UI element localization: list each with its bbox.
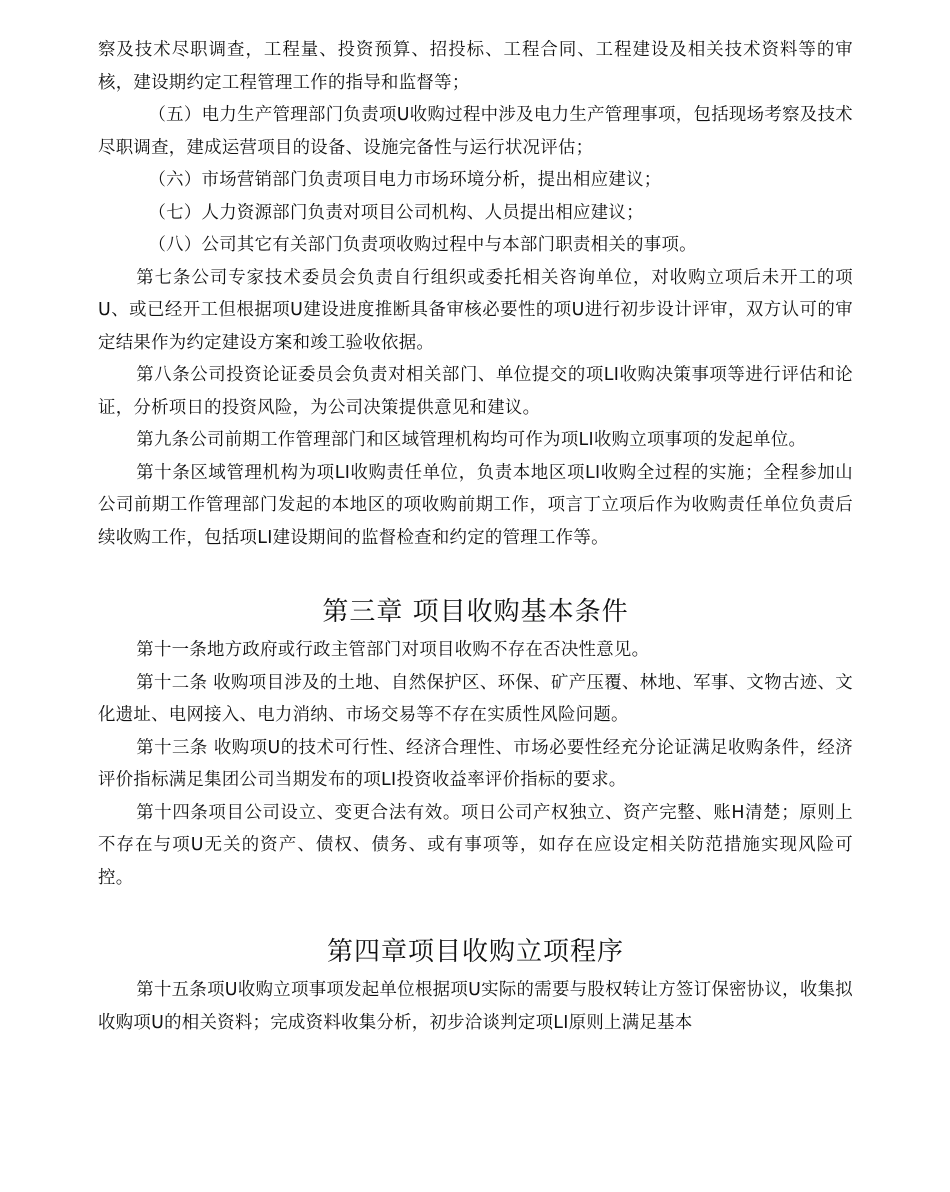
paragraph-continuation: 察及技术尽职调查，工程量、投资预算、招投标、工程合同、工程建设及相关技术资料等的审核，建设期约定工程管理工作的指导和监督等； <box>98 40 853 93</box>
paragraph-item-5: （五）电力生产管理部门负责项U收购过程中涉及电力生产管理事项，包括现场考察及技术尽职调查，建成运营项目的设备、设施完备性与运行状况评估； <box>98 105 853 158</box>
paragraph-article-14: 第十四条项目公司设立、变更合法有效。项日公司产权独立、资产完整、账H清楚；原则上不存在与项U无关的资产、债权、债务、或有事项等，如存在应设定相关防范措施实现风险可控。 <box>98 802 853 888</box>
paragraph-item-7: （七）人力资源部门负责对项目公司机构、人员提出相应建议； <box>148 202 644 223</box>
document-page <box>98 34 853 1039</box>
paragraph-article-10: 第十条区域管理机构为项LI收购责任单位，负责本地区项LI收购全过程的实施；全程参加山公司前期工作管理部门发起的本地区的项收购前期工作，项言丁立项后作为收购责任单位负责后续收购工作，包括项LI建设期间的监督检查和约定的管理工作等。 <box>98 462 853 548</box>
paragraph-article-9: 第九条公司前期工作管理部门和区域管理机构均可作为项LI收购立项事项的发起单位。 <box>136 430 807 450</box>
paragraph-article-11: 第十一条地方政府或行政主管部门对项目收购不存在否决性意见。 <box>136 640 650 660</box>
paragraph-item-6: （六）市场营销部门负责项目电力市场环境分析，提出相应建议； <box>148 170 662 190</box>
paragraph-article-13: 第十三条 收购项U的技术可行性、经济合理性、市场必要性经充分论证满足收购条件，经济评价指标满足集团公司当期发布的项LI投资收益率评价指标的要求。 <box>98 737 853 790</box>
paragraph-article-12: 第十二条 收购项目涉及的土地、自然保护区、环保、矿产压覆、林地、军事、文物古迹、文化遗址、电网接入、电力消纳、市场交易等不存在实质性风险问题。 <box>98 672 853 725</box>
chapter-4-title: 第四章项目收购立项程序 <box>326 937 624 967</box>
paragraph-article-8: 第八条公司投资论证委员会负责对相关部门、单位提交的项LI收购决策事项等进行评估和论证，分析项日的投资风险，为公司决策提供意见和建议。 <box>98 365 853 418</box>
paragraph-article-7: 第七条公司专家技术委员会负责自行组织或委托相关咨询单位，对收购立项后未开工的项U、或已经开工但根据项U建设进度推断具备审核必要性的项U进行初步设计评审，双方认可的审定结果作为约定建设方案和竣工验收依据。 <box>98 267 853 353</box>
paragraph-article-15: 第十五条项U收购立项事项发起单位根据项U实际的需要与股权转让方签订保密协议，收集拟收购项U的相关资料；完成资料收集分析，初步洽谈判定项LI原则上满足基本 <box>98 980 853 1033</box>
paragraph-item-8: （八）公司其它有关部门负责项收购过程中与本部门职责相关的事项。 <box>148 235 697 255</box>
chapter-3-title: 第三章 项目收购基本条件 <box>322 597 629 627</box>
